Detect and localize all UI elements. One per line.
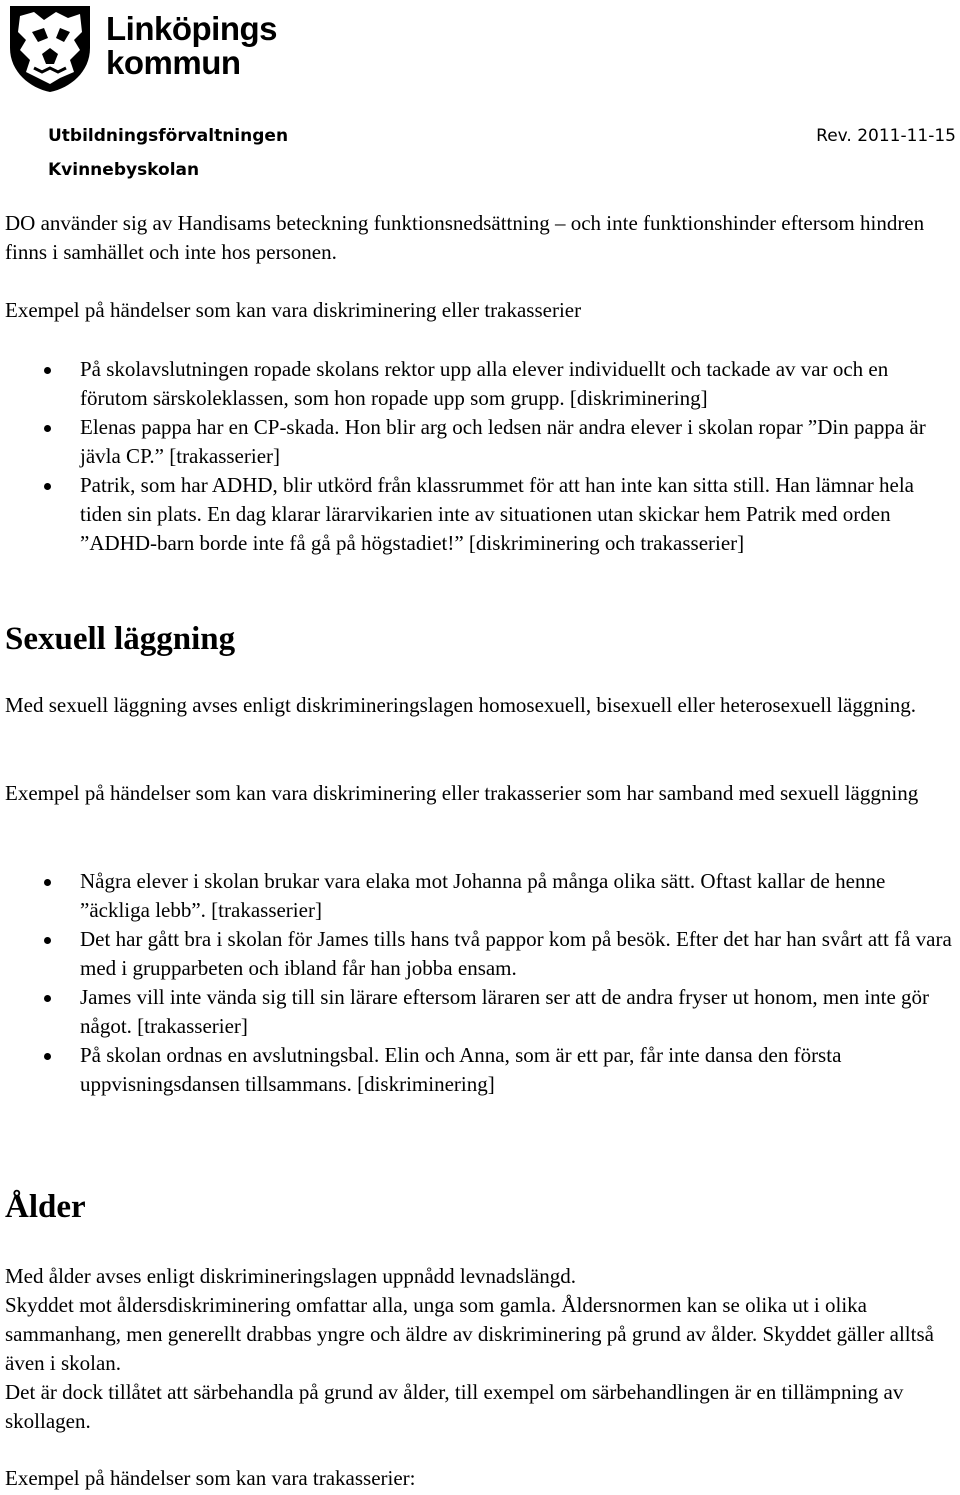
intro-paragraph: DO använder sig av Handisams beteckning funktionsnedsättning – och inte funktionshinder eftersom hindren finns i samhället och inte hos personen. <box>5 211 925 264</box>
municipality-logo <box>4 2 304 94</box>
logo-line-2: kommun <box>106 44 241 81</box>
org-name: Utbildningsförvaltningen <box>48 126 289 146</box>
sexual-examples-list <box>0 867 955 1099</box>
list-item: Patrik, som har ADHD, blir utkörd från klassrummet för att han inte kan sitta still. Han lämnar hela tiden sin plats. En dag klarar lärarvikarien inte av situationen utan skickar hem Patrik med orden ”ADHD-barn borde inte få gå på högstadiet!” [diskriminering och trakasserier] <box>0 471 955 558</box>
age-exception-paragraph: Det är dock tillåtet att särbehandla på grund av ålder, till exempel om särbehandlingen är en tillämpning av skollagen. <box>5 1380 904 1433</box>
lion-emblem-icon <box>4 2 96 94</box>
bullet-icon <box>44 367 51 374</box>
school-name: Kvinnebyskolan <box>48 160 200 180</box>
bullet-icon <box>44 425 51 432</box>
bullet-icon <box>44 995 51 1002</box>
disability-examples-list <box>0 355 955 558</box>
age-definition: Med ålder avses enligt diskrimineringslagen uppnådd levnadslängd. <box>5 1264 576 1288</box>
bullet-icon <box>44 879 51 886</box>
bullet-icon <box>44 1053 51 1060</box>
logo-line-1: Linköpings <box>106 10 277 47</box>
sexual-definition: Med sexuell läggning avses enligt diskrimineringslagen homosexuell, bisexuell eller heterosexuell läggning. <box>5 693 916 717</box>
section-title-age: Ålder <box>5 1189 86 1225</box>
sexual-examples-heading: Exempel på händelser som kan vara diskriminering eller trakasserier som har samband med sexuell läggning <box>5 781 919 805</box>
age-examples-heading: Exempel på händelser som kan vara trakasserier: <box>5 1466 416 1490</box>
list-item: På skolan ordnas en avslutningsbal. Elin och Anna, som är ett par, får inte dansa den första uppvisningsdansen tillsammans. [diskriminering] <box>0 1041 955 1099</box>
list-item: Några elever i skolan brukar vara elaka mot Johanna på många olika sätt. Oftast kallar de henne ”äckliga lebb”. [trakasserier] <box>0 867 955 925</box>
list-item: Det har gått bra i skolan för James tills hans två pappor kom på besök. Efter det har han svårt att få vara med i grupparbeten och ibland får han jobba ensam. <box>0 925 955 983</box>
section-title-sexual: Sexuell läggning <box>5 621 236 657</box>
age-protection-paragraph: Skyddet mot åldersdiskriminering omfattar alla, unga som gamla. Åldersnormen kan se olika ut i olika sammanhang, men generellt drabbas yngre och äldre av diskriminering på grund av ålder. Skyddet gäller alltså även i skolan. <box>5 1293 934 1375</box>
list-item: Elenas pappa har en CP-skada. Hon blir arg och ledsen när andra elever i skolan ropar ”Din pappa är jävla CP.” [trakasserier] <box>0 413 955 471</box>
bullet-icon <box>44 937 51 944</box>
disability-examples-heading: Exempel på händelser som kan vara diskriminering eller trakasserier <box>5 298 582 322</box>
list-item: James vill inte vända sig till sin lärare eftersom läraren ser att de andra fryser ut honom, men inte gör något. [trakasserier] <box>0 983 955 1041</box>
list-item: På skolavslutningen ropade skolans rektor upp alla elever individuellt och tackade av var och en förutom särskoleklassen, som hon ropade upp som grupp. [diskriminering] <box>0 355 955 413</box>
bullet-icon <box>44 483 51 490</box>
revision-date: Rev. 2011-11-15 <box>816 126 956 146</box>
